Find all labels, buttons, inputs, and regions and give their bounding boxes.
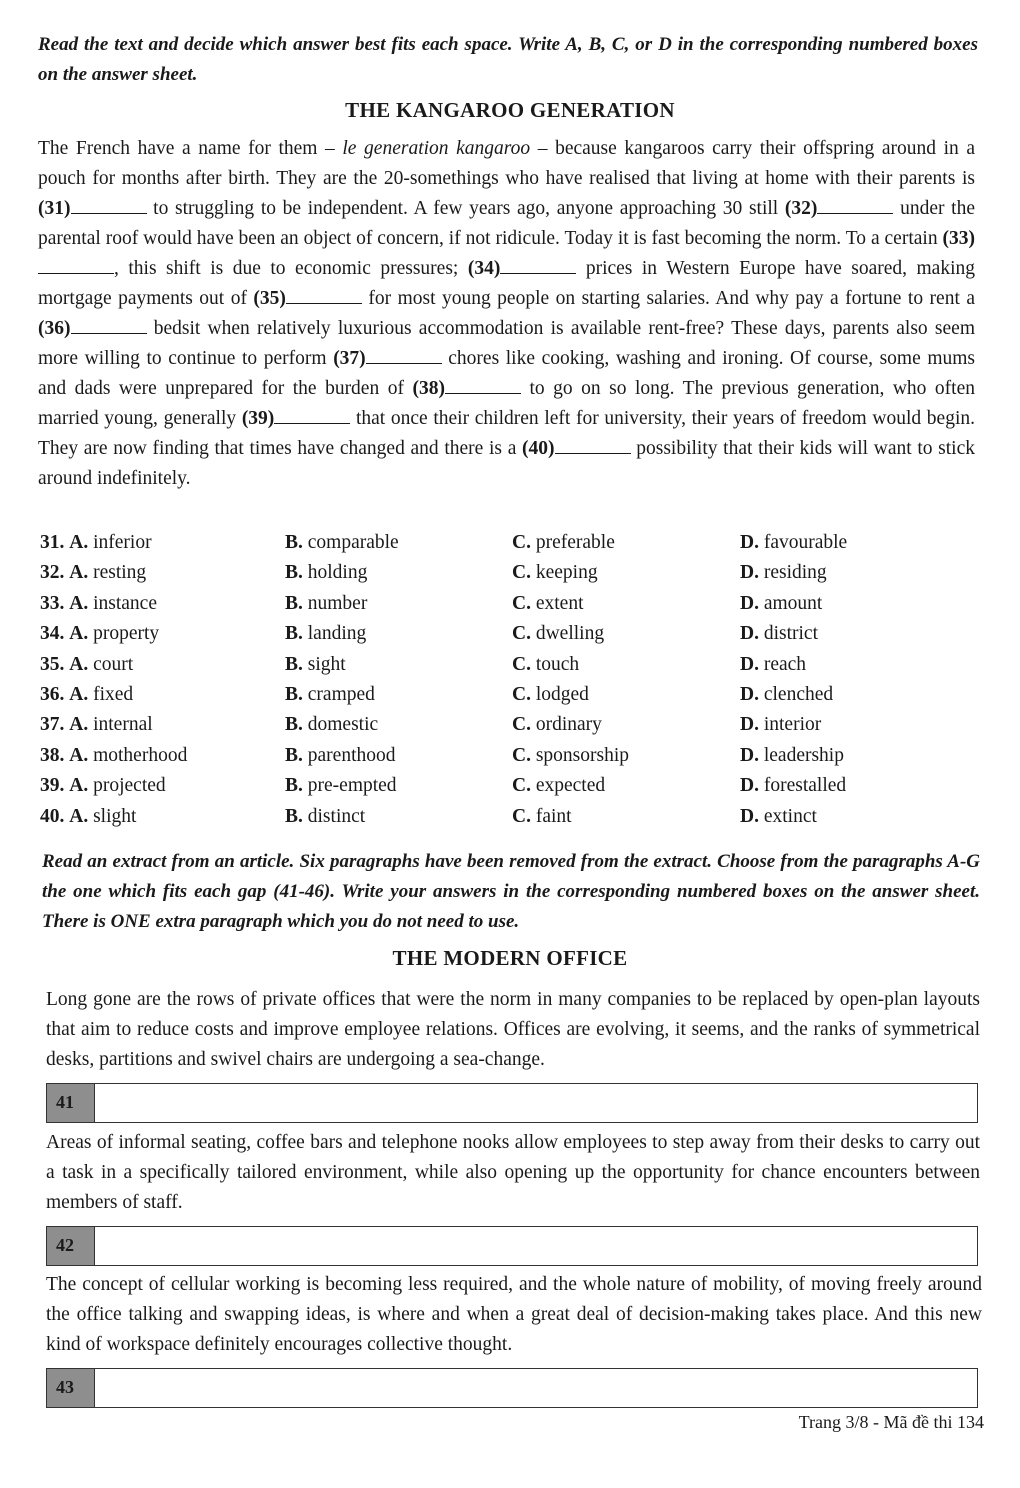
option-b[interactable]: B. comparable [285,532,399,553]
option-d[interactable]: D. district [740,623,819,645]
option-b[interactable]: B. sight [285,653,346,675]
option-b[interactable]: B. domestic [285,714,379,736]
gap-blank [38,256,114,274]
option-c[interactable]: C. keeping [512,562,598,584]
passage-text: The French have a name for them – [38,138,343,159]
option-b[interactable]: B. cramped [285,683,375,705]
option-row-34 [40,623,940,653]
option-row-38 [40,745,940,775]
option-b[interactable]: B. landing [285,623,367,645]
option-row-35 [40,654,940,684]
gap-number-label: 42 [47,1227,95,1265]
gap-number: (31) [38,198,71,219]
gap-number: (39) [241,408,275,429]
option-c[interactable]: C. preferable [512,532,615,553]
passage-text: bedsit when relatively luxurious accommodation is available rent-free? These days, parents also seem more willing to continue to perform [38,318,975,369]
passage-text: for most young people on starting salaries. And why pay a fortune to rent a [361,288,975,309]
kangaroo-passage [38,134,975,494]
gap-number: (33) [942,228,975,249]
passage-text: , this shift is due to economic pressures; [114,258,468,279]
passage-text: prices in Western Europe have soared, making mortgage payments out of [38,258,975,309]
passage-text: possibility that their kids will want to stick around indefinitely. [38,438,975,489]
gap-number-label: 41 [47,1084,95,1122]
office-paragraph-3: The concept of cellular working is becoming less required, and the whole nature of mobility, of moving freely around the office talking and swapping ideas, is where and when a great deal of decision-making takes place. And this new kind of workspace definitely encourages collective thought. [46,1274,982,1355]
option-c[interactable]: C. expected [512,775,606,797]
gap-number-label: 43 [47,1369,95,1407]
option-d[interactable]: D. leadership [740,744,844,766]
option-d[interactable]: D. forestalled [740,775,847,797]
option-d[interactable]: D. residing [740,562,827,584]
option-b[interactable]: B. holding [285,562,368,584]
gap-box-41[interactable] [46,1083,978,1123]
option-d[interactable]: D. favourable [740,532,848,553]
option-a[interactable]: 31. A. inferior [40,532,152,553]
option-c[interactable]: C. lodged [512,683,589,705]
passage-text: that once their children left for university, their years of freedom would begin. They are now finding that times have changed and there is a [38,408,975,459]
option-d[interactable]: D. interior [740,714,822,736]
option-c[interactable]: C. dwelling [512,623,605,645]
section1-instruction: Read the text and decide which answer best fits each space. Write A, B, C, or D in the corresponding numbered boxes on the answer sheet. [38,34,978,85]
section1-title: THE KANGAROO GENERATION [345,98,675,122]
gap-number: (35) [253,288,286,309]
option-row-39 [40,775,940,805]
gap-blank [817,196,893,214]
option-b[interactable]: B. parenthood [285,744,396,766]
gap-blank [445,376,521,394]
option-row-37 [40,714,940,744]
option-row-33 [40,593,940,623]
option-a[interactable]: 32. A. resting [40,562,147,584]
gap-blank [274,406,350,424]
passage-text: – because kangaroos carry their offspring around in a pouch for months after birth. They are the 20-somethings who have realised that living at home with their parents is [38,138,975,189]
passage-italic: le generation kangaroo [342,138,531,159]
option-row-31 [40,532,940,562]
section2-instruction: Read an extract from an article. Six paragraphs have been removed from the extract. Choose from the paragraphs A-G the one which fits each gap (41-46). Write your answers in the corresponding numbered boxes on the answer sheet. There is ONE extra paragraph which you do not need to use. [42,851,980,932]
gap-number: (34) [467,258,501,279]
option-b[interactable]: B. pre-empted [285,775,397,797]
passage-text: to struggling to be independent. A few years ago, anyone approaching 30 still [146,198,785,219]
option-a[interactable]: 35. A. court [40,653,134,675]
option-d[interactable]: D. clenched [740,683,834,705]
option-d[interactable]: D. extinct [740,805,817,827]
gap-blank [555,436,631,454]
option-a[interactable]: 36. A. fixed [40,683,134,705]
option-c[interactable]: C. extent [512,592,584,614]
gap-number: (40) [522,438,555,459]
option-c[interactable]: C. touch [512,653,580,675]
option-c[interactable]: C. sponsorship [512,744,630,766]
gap-number: (36) [38,318,71,339]
office-paragraph-2: Areas of informal seating, coffee bars and telephone nooks allow employees to step away from their desks to carry out a task in a specifically tailored environment, while also opening up the opportunity for chance encounters between members of staff. [46,1132,980,1213]
option-a[interactable]: 40. A. slight [40,805,137,827]
gap-number: (32) [784,198,818,219]
gap-box-43[interactable] [46,1368,978,1408]
gap-blank [500,256,576,274]
option-a[interactable]: 33. A. instance [40,592,157,614]
passage-text: under the parental roof would have been an object of concern, if not ridicule. Today it is fast becoming the norm. To a certain [38,198,976,249]
answer-options [40,532,940,836]
option-b[interactable]: B. number [285,592,368,614]
option-a[interactable]: 34. A. property [40,623,160,645]
passage-text: to go on so long. The previous generation, who often married young, generally [38,378,975,429]
passage-text: chores like cooking, washing and ironing. Of course, some mums and dads were unprepared for the burden of [38,348,975,399]
option-row-36 [40,684,940,714]
gap-blank [71,316,147,334]
page-footer: Trang 3/8 - Mã đề thi 134 [798,1412,984,1432]
option-d[interactable]: D. reach [740,653,807,675]
option-a[interactable]: 38. A. motherhood [40,744,188,766]
gap-number: (38) [412,378,445,399]
option-a[interactable]: 37. A. internal [40,714,153,736]
gap-number: (37) [333,348,366,369]
gap-blank [286,286,362,304]
gap-box-42[interactable] [46,1226,978,1266]
option-row-32 [40,562,940,592]
option-row-40 [40,806,940,836]
option-d[interactable]: D. amount [740,592,823,614]
option-c[interactable]: C. faint [512,805,572,827]
option-b[interactable]: B. distinct [285,805,366,827]
gap-blank [71,196,147,214]
option-a[interactable]: 39. A. projected [40,775,166,797]
gap-blank [366,346,442,364]
section2-title: THE MODERN OFFICE [392,946,628,970]
option-c[interactable]: C. ordinary [512,714,602,736]
office-paragraph-1: Long gone are the rows of private offices that were the norm in many companies to be replaced by open-plan layouts that aim to reduce costs and improve employee relations. Offices are evolving, it seems, and the ranks of symmetrical desks, partitions and swivel chairs are undergoing a sea-change. [46,989,980,1070]
